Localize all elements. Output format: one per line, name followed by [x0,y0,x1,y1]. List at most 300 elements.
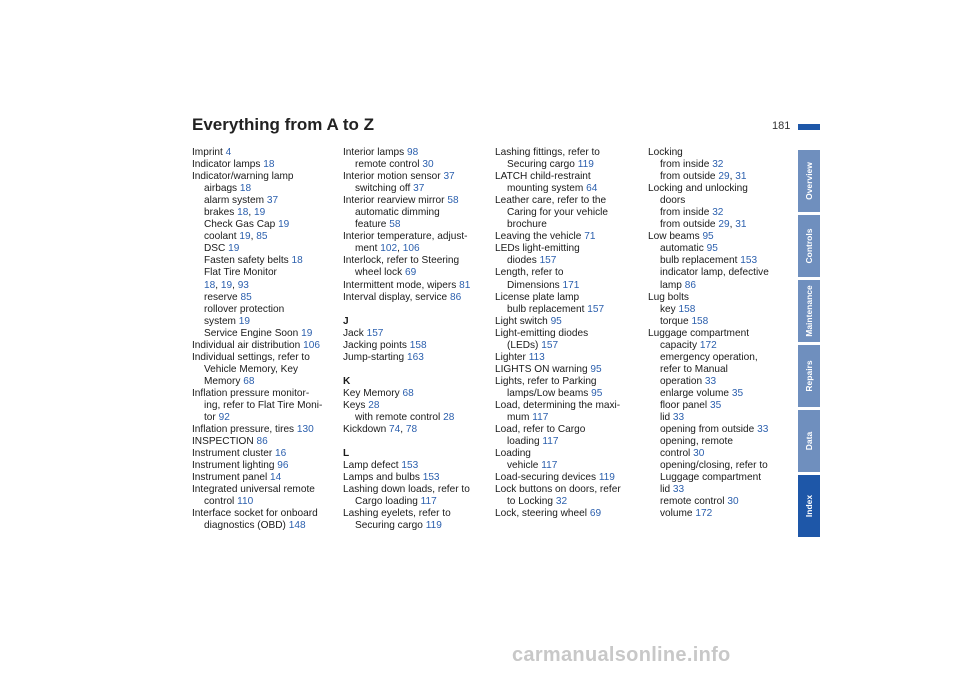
page-reference-link[interactable]: 153 [401,460,419,472]
page-reference-link[interactable]: 86 [256,436,268,448]
index-entry [192,400,340,412]
page-reference-link[interactable]: 117 [541,460,558,472]
page-reference-link[interactable]: 31 [735,219,747,231]
index-entry [648,316,796,328]
index-entry-text: (LEDs) [507,339,539,351]
index-entry-text: Cargo loading [355,496,418,508]
page-reference-link[interactable]: 85 [240,291,252,303]
index-entry-text: Length, refer to [495,267,564,279]
page-title: Everything from A to Z [192,115,374,134]
index-entry-text: Interval display, service [343,291,448,303]
index-entry-text: LIGHTS ON warning [495,363,588,375]
index-entry [343,340,491,352]
page-reference-link[interactable]: 102 [380,243,398,255]
page-reference-link[interactable]: 19 [239,231,251,243]
index-entry-text: Instrument cluster [192,448,273,460]
index-entry [192,436,340,448]
index-entry-text: Load-securing devices [495,472,596,484]
page-reference-link[interactable]: 106 [303,339,320,351]
index-entry [495,195,643,207]
page-reference-link[interactable]: 33 [672,484,685,496]
index-entry-text: Imprint [192,147,223,158]
index-letter-heading [343,376,491,388]
index-entry-text: Integrated universal remote [192,484,315,496]
page-reference-link[interactable]: 37 [266,195,279,207]
index-entry [192,219,340,231]
page-reference-link[interactable]: 33 [704,375,717,387]
tab-label: Maintenance [804,285,814,337]
page-reference-link[interactable]: 106 [402,243,420,255]
index-entry [343,352,491,364]
page-reference-link[interactable]: 35 [709,399,722,411]
index-entry-text: doors [660,195,686,207]
index-entry-text: Inflation pressure monitor- [192,387,310,399]
index-entry-text: enlarge volume [660,387,730,399]
index-entry-text: J [343,315,349,327]
page-reference-link[interactable]: 95 [702,231,714,243]
index-entry [192,316,340,328]
index-entry [648,195,796,207]
page-reference-link[interactable]: 29 [718,219,730,231]
page-reference-link[interactable]: 58 [447,195,459,207]
index-entry-text: Lights, refer to Parking [495,375,597,387]
index-entry [343,207,491,219]
tab-label: Controls [804,228,814,264]
page-reference-link[interactable]: 148 [288,520,306,532]
index-entry [343,171,491,183]
index-entry [343,292,491,304]
page-reference-link[interactable]: 68 [243,375,255,387]
index-entry [343,388,491,400]
page-reference-link[interactable]: 119 [577,159,594,171]
index-entry-text: brakes [204,207,235,219]
index-entry-text: wheel lock [355,267,403,279]
index-entry-text: Load, refer to Cargo [495,424,586,436]
page-reference-link[interactable]: 74 [389,423,401,435]
page-reference-link[interactable]: 172 [695,508,713,520]
page-reference-link[interactable]: 28 [443,411,455,423]
page-reference-link[interactable]: 95 [706,243,718,255]
index-column-1 [192,147,340,533]
page-reference-link[interactable]: 58 [389,219,401,231]
index-entry-text: airbags [204,183,238,195]
page-reference-link[interactable]: 28 [368,399,380,411]
index-entry [648,460,796,472]
index-entry [495,424,643,436]
page-reference-link[interactable]: 95 [550,315,562,327]
index-entry [648,484,796,496]
index-entry [495,436,643,448]
index-entry-text: key [660,303,676,315]
index-entry-text: Instrument panel [192,472,268,484]
index-entry-text: alarm system [204,195,265,207]
index-entry-text: tor [204,412,216,424]
index-entry [648,352,796,364]
page-reference-link[interactable]: 18 [237,207,249,219]
index-entry-text: with remote control [355,411,441,423]
tab-controls[interactable] [798,215,820,277]
index-entry-text: LATCH child-restraint [495,171,591,183]
page-reference-link[interactable]: 16 [275,448,287,460]
index-entry-text: Individual settings, refer to [192,351,310,363]
index-entry [343,255,491,267]
page-reference-link[interactable]: 19 [301,327,313,339]
index-entry-text: rollover protection [204,303,285,315]
index-entry-text: Jump-starting [343,351,405,363]
index-entry [343,219,491,231]
index-entry-text: License plate lamp [495,291,580,303]
index-entry-text: Leather care, refer to the [495,195,607,207]
page-reference-link[interactable]: 18 [291,255,303,267]
index-entry-text: mum [507,412,530,424]
page-reference-link[interactable]: 35 [731,387,744,399]
page-reference-link[interactable]: 110 [237,496,254,508]
index-entry-text: Keys [343,399,366,411]
page-reference-link[interactable]: 30 [422,159,434,171]
page-reference-link[interactable]: 37 [443,171,455,183]
index-entry [192,147,340,159]
index-entry-text: Lamp defect [343,460,399,472]
page-number: 181 [772,120,791,132]
page-reference-link[interactable]: 19 [253,207,266,219]
index-entry [192,484,340,496]
watermark-footer: carmanualsonline.info [512,644,731,666]
index-entry-text: bulb replacement [507,303,585,315]
index-entry [192,159,340,171]
index-entry-text: Lock buttons on doors, refer [495,484,621,496]
index-entry-text: indicator lamp, defective [660,267,769,279]
index-entry-text: Indicator lamps [192,159,261,171]
index-entry-text: diagnostics (OBD) [204,520,286,532]
index-entry [495,340,643,352]
index-entry [495,496,643,508]
index-entry [343,183,491,195]
page-reference-link[interactable]: 86 [684,279,696,291]
page-reference-link[interactable]: 93 [237,279,249,291]
page-reference-link[interactable]: 157 [541,339,559,351]
index-entry-text: Jack [343,327,364,339]
index-entry-text: Leaving the vehicle [495,231,582,243]
index-entry-text: vehicle [507,460,539,472]
index-entry [192,508,340,520]
index-entry [192,424,340,436]
page-reference-link[interactable]: 171 [562,279,580,291]
index-entry-text: Interior temperature, adjust- [343,231,468,243]
page-reference-link[interactable]: 117 [542,436,559,448]
index-entry [648,448,796,460]
page-reference-link[interactable]: 33 [757,424,769,436]
index-entry [192,376,340,388]
index-entry [495,147,643,159]
index-entry [495,364,643,376]
index-entry: from outside 29, 31 [660,171,747,183]
tab-label: Index [804,494,814,518]
index-entry [343,400,491,412]
page-reference-link[interactable]: 18 [239,183,252,195]
page-reference-link[interactable]: 95 [591,387,603,399]
page-reference-link[interactable]: 86 [449,291,462,303]
index-entry [192,352,340,364]
index-entry-text: Locking and unlocking [648,183,748,195]
index-entry-text: capacity [660,339,698,351]
page-reference-link[interactable]: 158 [678,303,696,315]
index-entry [648,364,796,376]
index-entry-text: from inside [660,159,710,171]
page-reference-link[interactable]: 163 [406,351,424,363]
index-entry-text: Low beams [648,231,700,243]
index-entry-text: Dimensions [507,279,560,291]
page-reference-link[interactable]: 18 [263,159,275,171]
index-entry-text: Service Engine Soon [204,327,299,339]
page-reference-link[interactable]: 29 [718,171,730,183]
index-entry-text: control [660,448,691,460]
index-entry-text: coolant [204,231,237,243]
index-entry-text: Inflation pressure, tires [192,424,295,436]
page-reference-link[interactable]: 19 [278,219,290,231]
index-entry [495,183,643,195]
index-entry [495,412,643,424]
index-entry [343,159,491,171]
index-entry-text: Loading [495,448,531,460]
index-entry [648,388,796,400]
index-entry-text: automatic dimming [355,207,440,219]
page-reference-link[interactable]: 96 [277,460,289,472]
index-entry-text: Lug bolts [648,291,689,303]
index-entry-text: L [343,448,350,460]
index-entry-text: brochure [507,219,547,231]
page-reference-link[interactable]: 119 [425,520,442,532]
index-entry-text: Kickdown [343,423,387,435]
index-entry-text: lid [660,412,671,424]
index-entry [648,340,796,352]
index-entry-text: Luggage compartment [660,472,762,484]
index-entry-text: lid [660,484,671,496]
index-entry: brakes 18, 19 [204,207,266,219]
page-reference-link[interactable]: 69 [589,508,602,520]
index-entry [343,520,491,532]
index-entry [648,280,796,292]
index-entry-text: Fasten safety belts [204,255,289,267]
index-entry [192,340,340,352]
index-entry [495,171,643,183]
page-reference-link[interactable]: 32 [712,207,724,219]
index-entry-text: Instrument lighting [192,460,275,472]
index-entry [495,255,643,267]
page-reference-link[interactable]: 37 [413,183,425,195]
index-entry-text: lamp [660,279,682,291]
index-entry-text: ing, refer to Flat Tire Moni- [204,399,323,411]
page-reference-link[interactable]: 95 [590,363,602,375]
index-entry [192,267,340,279]
index-entry [343,472,491,484]
index-entry [192,472,340,484]
index-entry [495,243,643,255]
index-entry [343,267,491,279]
page-reference-link[interactable]: 98 [406,147,419,158]
index-entry [192,460,340,472]
index-entry-text: remote control [660,496,725,508]
index-entry-text: K [343,375,351,387]
index-entry-text: from outside [660,171,716,183]
page-reference-link[interactable]: 92 [218,412,230,424]
index-entry [495,304,643,316]
index-entry [495,159,643,171]
page-reference-link[interactable]: 172 [699,339,717,351]
index-entry [648,436,796,448]
index-entry [495,460,643,472]
page-reference-link[interactable]: 71 [584,231,596,243]
index-entry [648,328,796,340]
index-entry-text: Lashing fittings, refer to [495,147,600,158]
index-entry-text: Check Gas Cap [204,219,276,231]
page-reference-link[interactable]: 68 [402,387,414,399]
tab-repairs[interactable] [798,345,820,407]
index-entry-text: opening/closing, refer to [660,460,768,472]
tab-maintenance[interactable] [798,280,820,342]
index-entry-text: from inside [660,207,710,219]
page-reference-link[interactable]: 157 [587,303,605,315]
index-entry [192,171,340,183]
index-entry [648,231,796,243]
index-letter-heading [343,316,491,328]
index-entry [648,255,796,267]
index-column-4 [648,147,796,520]
index-entry-text: control [204,496,235,508]
index-entry-text: Interior rearview mirror [343,195,445,207]
index-entry [648,207,796,219]
index-entry-text: Securing cargo [507,159,575,171]
page-reference-link[interactable]: 113 [528,351,545,363]
page-reference-link[interactable]: 153 [740,255,758,267]
page-reference-link[interactable]: 30 [693,448,705,460]
index-entry-text: Individual air distribution [192,339,301,351]
page-reference-link[interactable]: 81 [459,279,471,291]
index-entry [495,472,643,484]
page-reference-link[interactable]: 153 [422,472,440,484]
page-reference-link[interactable]: 69 [404,267,417,279]
index-entry [343,496,491,508]
index-entry-text: Flat Tire Monitor [204,267,277,279]
index-entry-text: torque [660,315,689,327]
index-entry [192,412,340,424]
index-entry [192,328,340,340]
index-entry-text: Lighter [495,351,526,363]
page-reference-link[interactable]: 4 [225,147,232,158]
index-entry-text: Light switch [495,315,548,327]
index-entry [648,508,796,520]
index-entry [495,508,643,520]
index-entry [648,159,796,171]
index-entry-text: from outside [660,219,716,231]
index-entry-text: loading [507,436,540,448]
index-entry-text: Lashing eyelets, refer to [343,508,451,520]
index-entry-text: Interior motion sensor [343,171,441,183]
index-entry [343,328,491,340]
index-entry-text: LEDs light-emitting [495,243,580,255]
index-entry-text: Luggage compartment [648,327,750,339]
index-entry: ment 102, 106 [355,243,420,255]
index-entry [192,243,340,255]
index-entry-text: Indicator/warning lamp [192,171,294,183]
tab-label: Data [804,431,814,451]
index-entry-text: Lamps and bulbs [343,472,420,484]
index-column-2 [343,147,491,532]
index-entry-text: opening from outside [660,424,755,436]
index-entry [495,352,643,364]
page-reference-link[interactable]: 19 [220,279,233,291]
index-entry [343,147,491,159]
page-reference-link[interactable]: 78 [405,423,418,435]
index-entry-text: Interface socket for onboard [192,508,318,520]
page-reference-link[interactable]: 64 [586,183,598,195]
index-entry [192,195,340,207]
index-entry [192,388,340,400]
index-entry [192,448,340,460]
page-reference-link[interactable]: 19 [238,315,251,327]
index-entry-text: floor panel [660,399,708,411]
index-entry [648,376,796,388]
page-reference-link[interactable]: 32 [712,159,724,171]
page-reference-link[interactable]: 19 [228,243,240,255]
index-entry-text: Vehicle Memory, Key [204,363,299,375]
index-entry [192,364,340,376]
index-entry [648,183,796,195]
page-reference-link[interactable]: 157 [366,327,384,339]
tab-data[interactable] [798,410,820,472]
page-reference-link[interactable]: 31 [735,171,747,183]
index-entry-text: switching off [355,183,411,195]
page-reference-link[interactable]: 33 [672,412,685,424]
page-reference-link[interactable]: 158 [409,339,427,351]
index-entry [343,412,491,424]
index-entry-text: system [204,315,236,327]
index-entry-text: to Locking [507,496,554,508]
page-reference-link[interactable]: 119 [598,472,615,484]
index-entry [495,448,643,460]
page-reference-link[interactable]: 117 [420,496,437,508]
index-entry [495,316,643,328]
index-entry-text: Intermittent mode, wipers [343,279,457,291]
page-reference-link[interactable]: 32 [555,496,568,508]
index-entry [648,243,796,255]
index-entry [192,183,340,195]
index-entry [495,231,643,243]
index-entry-text: bulb replacement [660,255,738,267]
page-reference-link[interactable]: 30 [727,496,739,508]
index-entry-text: operation [660,375,703,387]
tab-overview[interactable] [798,150,820,212]
index-entry-text: ment [355,243,378,255]
page-reference-link[interactable]: 158 [691,315,709,327]
index-entry [495,328,643,340]
tab-index[interactable] [798,475,820,537]
page-reference-link[interactable]: 14 [270,472,282,484]
index-entry-text: opening, remote [660,436,733,448]
index-entry [495,400,643,412]
page-reference-link[interactable]: 85 [256,231,268,243]
index-entry [648,292,796,304]
page-reference-link[interactable]: 18 [204,279,216,291]
index-entry [648,412,796,424]
page-reference-link[interactable]: 117 [532,412,549,424]
index-entry-text: volume [660,508,693,520]
page-reference-link[interactable]: 130 [296,424,314,436]
index-entry-text: Securing cargo [355,520,423,532]
index-entry [648,496,796,508]
index-entry [192,255,340,267]
page-reference-link[interactable]: 157 [539,255,557,267]
index-entry: coolant 19, 85 [204,231,268,243]
